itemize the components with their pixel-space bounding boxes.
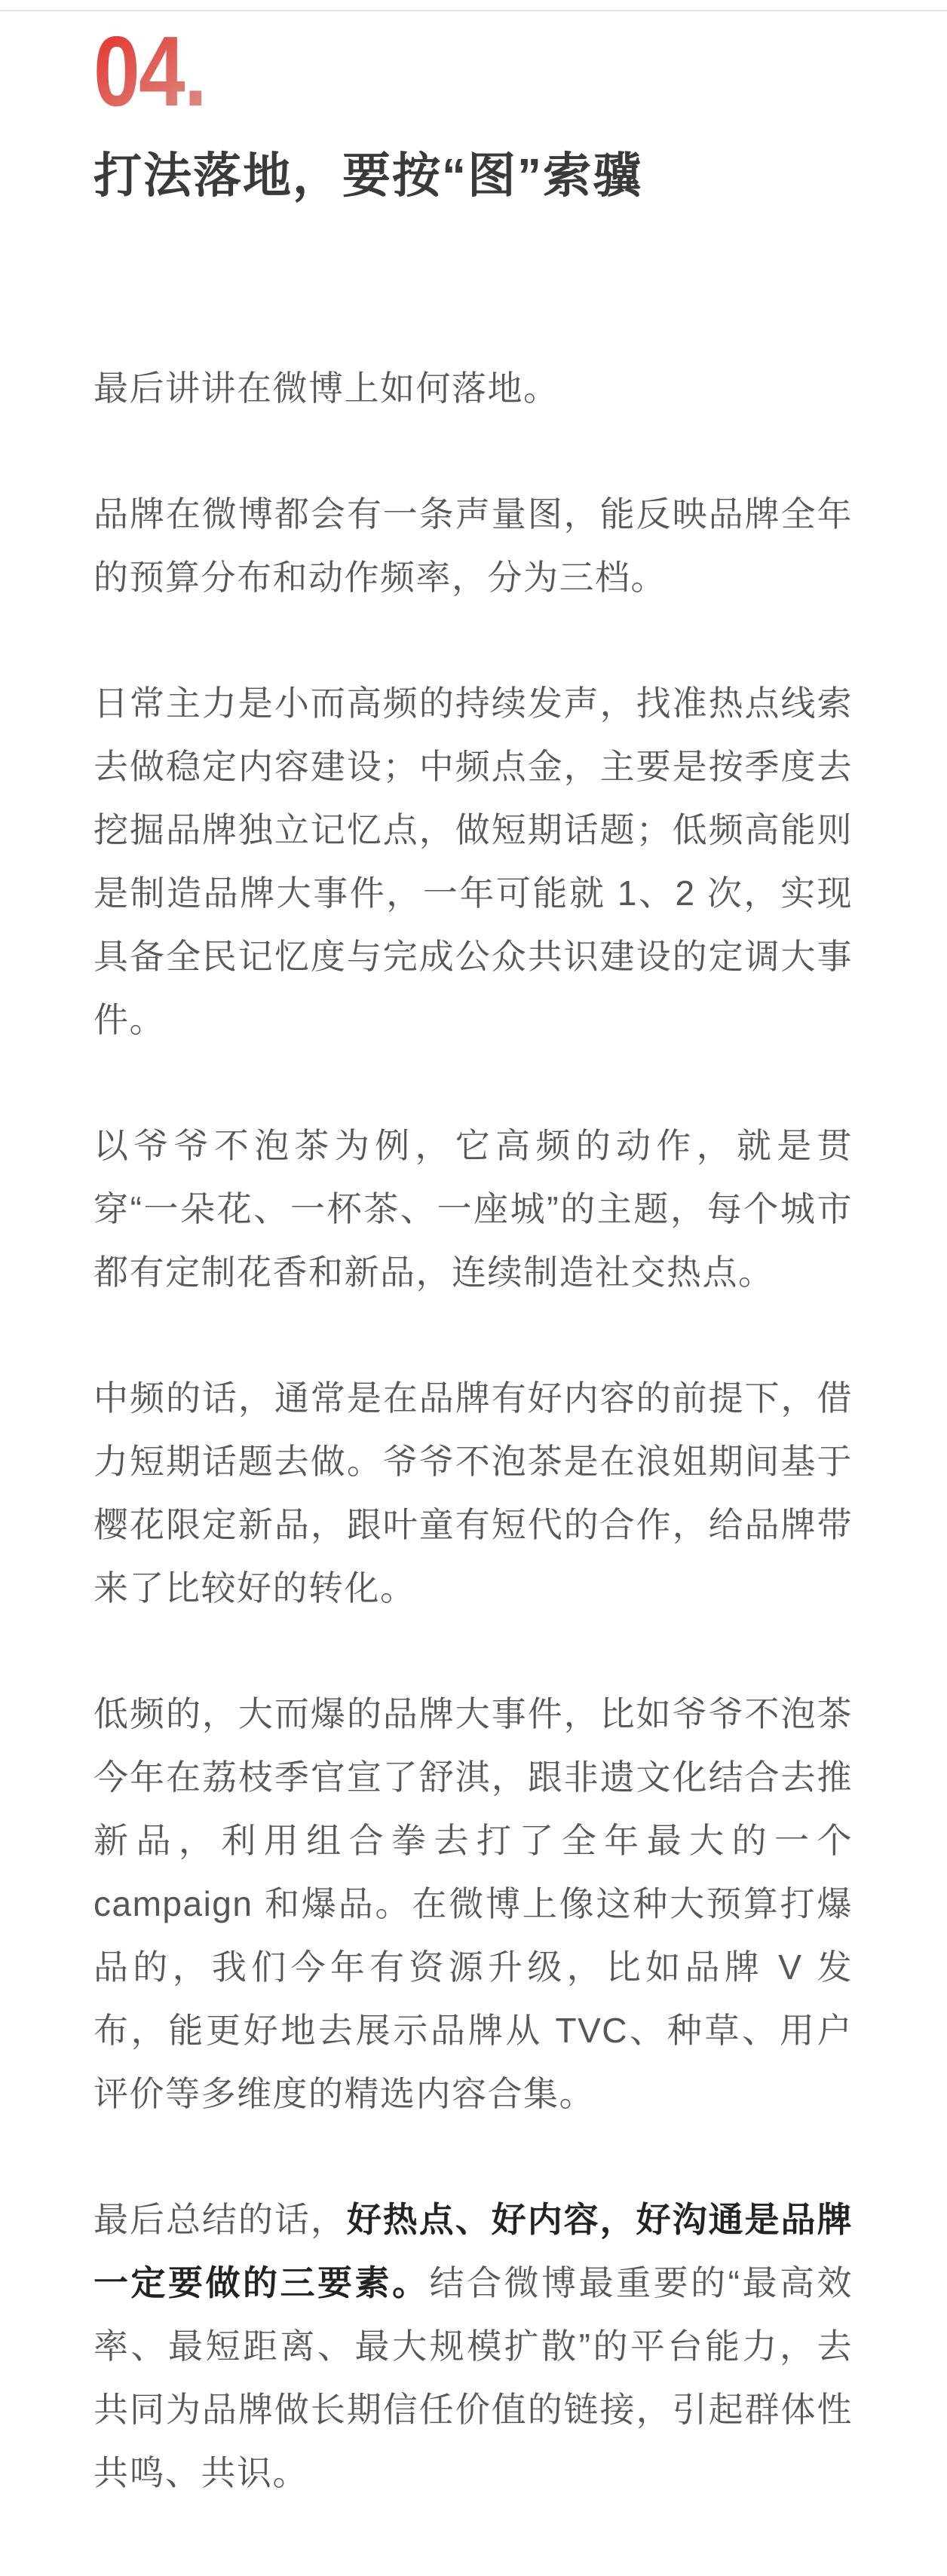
body-paragraph-6: 低频的，大而爆的品牌大事件，比如爷爷不泡茶今年在荔枝季官宣了舒淇，跟非遗文化结合去推新品，利用组合拳去打了全年最大的一个 campaign 和爆品。在微博上像这种大预算打爆品的，我们今年有资源升级，比如品牌 V 发布，能更好地去展示品牌从 TVC、种草、用户评价等多维度的精选内容合集。 <box>93 1694 853 2113</box>
article-page <box>0 10 947 2576</box>
body-paragraph-1: 最后讲讲在微博上如何落地。 <box>93 369 559 408</box>
closing-rest: 结合微博最重要的“最高效率、最短距离、最大规模扩散”的平台能力，去共同为品牌做长期信任价值的链接，引起群体性共鸣、共识。 <box>93 2263 853 2492</box>
body-paragraph-4: 以爷爷不泡茶为例，它高频的动作，就是贯穿“一朵花、一杯茶、一座城”的主题，每个城市都有定制花香和新品，连续制造社交热点。 <box>93 1126 853 1292</box>
section-title: 打法落地，要按“图”索骥 <box>93 148 642 203</box>
closing-paragraph <box>93 2188 853 2504</box>
body-paragraph-3: 日常主力是小而高频的持续发声，找准热点线索去做稳定内容建设；中频点金，主要是按季度去挖掘品牌独立记忆点，做短期话题；低频高能则是制造品牌大事件，一年可能就 1、2 次，实现具备全民记忆度与完成公众共识建设的定调大事件。 <box>93 684 853 1039</box>
top-divider <box>0 10 947 11</box>
section-number: 04. <box>93 16 207 127</box>
closing-lead: 最后总结的话， <box>93 2200 347 2239</box>
closing-emphasis: 好热点、好内容，好沟通是品牌一定要做的三要素。 <box>93 2200 854 2302</box>
body-paragraph-5: 中频的话，通常是在品牌有好内容的前提下，借力短期话题去做。爷爷不泡茶是在浪姐期间基于樱花限定新品，跟叶童有短代的合作，给品牌带来了比较好的转化。 <box>93 1378 853 1608</box>
body-paragraph-2: 品牌在微博都会有一条声量图，能反映品牌全年的预算分布和动作频率，分为三档。 <box>93 494 853 597</box>
